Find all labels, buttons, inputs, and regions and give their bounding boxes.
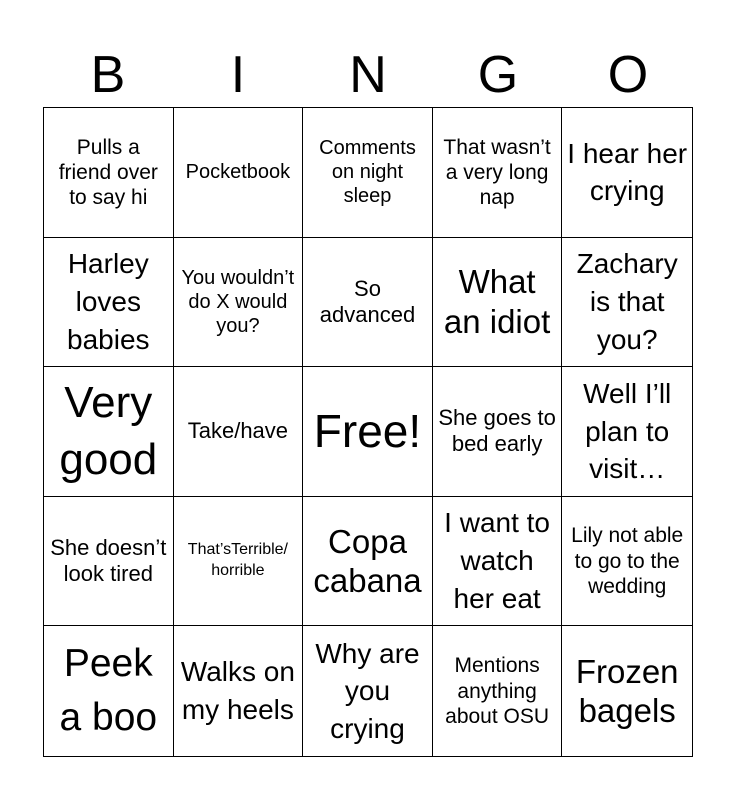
cell-text: Copa cabana <box>313 522 422 600</box>
cell-text: I want to watch her eat <box>444 507 551 614</box>
bingo-cell[interactable] <box>44 108 174 238</box>
header-letter-i: I <box>230 46 246 104</box>
bingo-cell[interactable] <box>303 626 433 756</box>
cell-text: I hear her crying <box>567 137 688 207</box>
bingo-cell[interactable] <box>303 367 433 497</box>
bingo-cell[interactable] <box>433 238 563 368</box>
header-letter-g: G <box>477 46 519 104</box>
bingo-board <box>43 107 693 757</box>
bingo-cell[interactable] <box>303 238 433 368</box>
cell-text: Frozen bagels <box>575 652 679 730</box>
bingo-cell[interactable] <box>562 626 692 756</box>
cell-text: Pulls a friend over to say hi <box>58 135 158 209</box>
bingo-cell[interactable] <box>44 497 174 627</box>
cell-text: She doesn’t look tired <box>50 534 167 587</box>
bingo-cell[interactable] <box>174 367 304 497</box>
bingo-cell[interactable] <box>433 108 563 238</box>
header-letter-n: N <box>349 46 387 104</box>
cell-text: Peek a boo <box>59 641 158 740</box>
bingo-cell[interactable] <box>174 238 304 368</box>
bingo-cell[interactable] <box>562 497 692 627</box>
header-letter-o: O <box>607 46 649 104</box>
bingo-cell[interactable] <box>562 367 692 497</box>
cell-text: Very good <box>59 378 158 485</box>
cell-text: Harley loves babies <box>67 248 150 355</box>
cell-text: So advanced <box>319 275 416 327</box>
cell-text: Well I’ll plan to visit… <box>583 377 672 485</box>
bingo-cell[interactable] <box>174 108 304 238</box>
bingo-cell[interactable] <box>174 497 304 627</box>
cell-text: Take/have <box>187 418 289 444</box>
bingo-cell[interactable] <box>174 626 304 756</box>
cell-text: Mentions anything about OSU <box>445 654 550 728</box>
bingo-cell[interactable] <box>433 626 563 756</box>
bingo-cell[interactable] <box>44 367 174 497</box>
bingo-header <box>43 40 693 110</box>
cell-text: Lily not able to go to the wedding <box>571 524 684 598</box>
bingo-cell[interactable] <box>44 626 174 756</box>
bingo-cell[interactable] <box>303 497 433 627</box>
cell-text: That’sTerrible/ horrible <box>187 541 288 580</box>
bingo-cell[interactable] <box>433 497 563 627</box>
cell-text: Zachary is that you? <box>576 248 678 355</box>
cell-text: Comments on night sleep <box>319 137 416 208</box>
cell-text: Pocketbook <box>185 161 291 184</box>
bingo-cell[interactable] <box>562 108 692 238</box>
cell-text: Free! <box>313 404 422 457</box>
bingo-cell[interactable] <box>303 108 433 238</box>
header-letter-b: B <box>90 46 126 104</box>
cell-text: Walks on my heels <box>180 656 295 726</box>
cell-text: That wasn’t a very long nap <box>443 135 551 209</box>
cell-text: You wouldn’t do X would you? <box>181 266 295 337</box>
cell-text: Why are you crying <box>315 637 420 745</box>
bingo-cell[interactable] <box>44 238 174 368</box>
bingo-cell[interactable] <box>433 367 563 497</box>
bingo-cell[interactable] <box>562 238 692 368</box>
cell-text: She goes to bed early <box>438 405 556 457</box>
cell-text: What an idiot <box>443 263 551 340</box>
